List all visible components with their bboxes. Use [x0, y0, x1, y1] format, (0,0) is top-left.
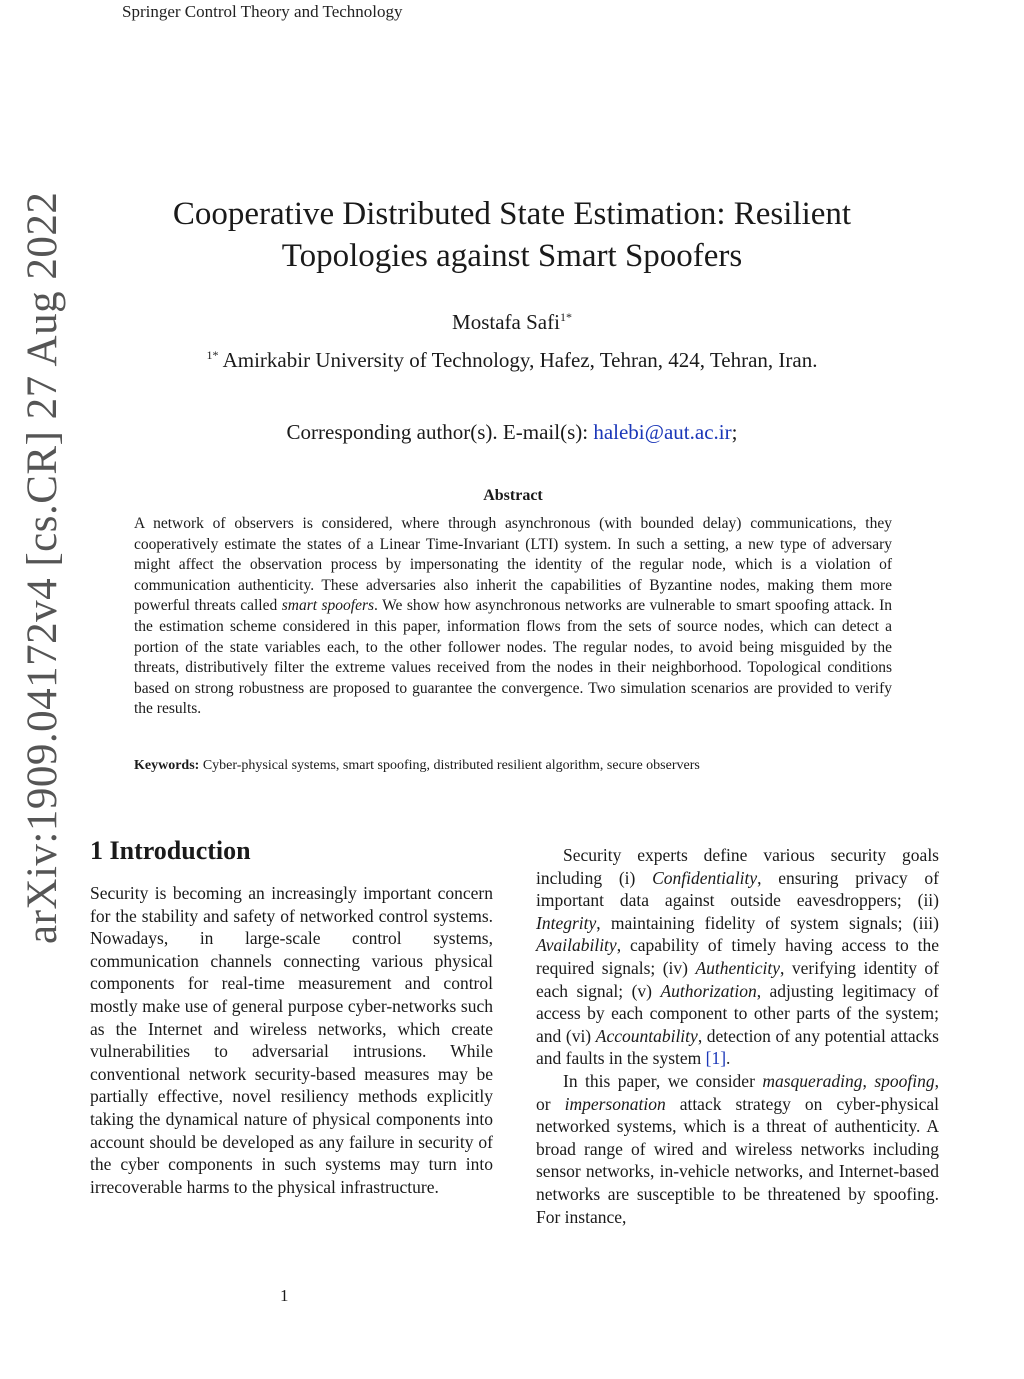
- intro-paragraph-3: [536, 1070, 939, 1228]
- keywords-label: Keywords:: [134, 758, 200, 773]
- text-run: Security experts define various security goals including (i): [536, 845, 939, 888]
- affiliation-line: [150, 348, 874, 373]
- intro-paragraph-1: Security is becoming an increasingly important concern for the stability and safety of networked control systems. Nowadays, in large-scale control systems, communication channels connecting various physical components for real-time measurement and control mostly make use of general purpose cyber-networks such as the Internet and wireless networks, which create vulnerabilities to adversarial intrusions. While conventional network security-based measures may be partially effective, novel resiliency methods explicitly taking the dynamical nature of physical components into account should be developed as any failure in security of the cyber components in such systems may turn into irrecoverable harms to the physical infrastructure.: [90, 883, 493, 1197]
- text-run: , detection of any potential attacks and faults in the system: [536, 1025, 939, 1069]
- text-run: attack strategy on cyber-physical networked systems, which is a threat of authenticity. A broad range of wired and wireless networks including sensor networks, in-vehicle networks, and Internet-based networks are susceptible to be threatened by spoofing. For instance,: [536, 1093, 939, 1227]
- author-superscript: 1*: [559, 310, 572, 324]
- corresponding-author: [150, 420, 874, 445]
- affiliation-text: Amirkabir University of Technology, Hafez, Tehran, 424, Tehran, Iran.: [222, 348, 818, 372]
- text-run: , ensuring privacy of important data against outside eavesdroppers; (ii): [536, 867, 939, 911]
- running-header: Springer Control Theory and Technology: [122, 2, 403, 21]
- term-impersonation: impersonation: [564, 1093, 666, 1114]
- page-number: 1: [280, 1286, 289, 1305]
- text-run: , or: [536, 1070, 939, 1114]
- abstract-text-1: A network of observers is considered, where through asynchronous (with bounded delay) communications, they cooperatively estimate the states of a Linear Time-Invariant (LTI) system. In such a setting, a new type of adversary might affect the observation process by impersonating the identity of the regular node, which is a violation of communication authenticity. These adversaries also inherit the capabilities of Byzantine nodes, making them more powerful threats called: [134, 515, 892, 615]
- text-run: , capability of timely having access to the required signals; (iv): [536, 935, 939, 978]
- term-spoofing: spoofing: [874, 1070, 935, 1091]
- email-suffix: ;: [731, 420, 738, 444]
- text-run: ,: [862, 1070, 875, 1091]
- intro-paragraph-2: [536, 844, 939, 1070]
- affiliation-superscript: 1*: [206, 348, 219, 362]
- email-link[interactable]: halebi@aut.ac.ir: [593, 420, 732, 444]
- term-availability: Availability: [536, 935, 617, 956]
- term-confidentiality: Confidentiality: [652, 867, 758, 888]
- text-run: , adjusting legitimacy of access by each component to other parts of the system; and (vi): [536, 980, 939, 1046]
- term-accountability: Accountability: [595, 1025, 698, 1046]
- abstract-heading: Abstract: [483, 487, 543, 504]
- text-run: .: [726, 1048, 731, 1069]
- paper-title: [150, 193, 874, 277]
- left-column: [90, 882, 493, 1198]
- abstract-text-2: . We show how asynchronous networks are vulnerable to smart spoofing attack. In the estimation scheme considered in this paper, information flows from the sets of source nodes, which can detect a portion of the state variables each, to the other follower nodes. The regular nodes, to avoid being misguided by the threats, distributively filter the extreme values received from the nodes in their neighborhood. Topological conditions based on strong robustness are proposed to guarantee the convergence. Two simulation scenarios are provided to verify the results.: [134, 597, 892, 718]
- arxiv-identifier: arXiv:1909.04172v4 [cs.CR] 27 Aug 2022: [19, 191, 66, 944]
- title-line-2: Topologies against Smart Spoofers: [281, 238, 743, 274]
- author-name: Mostafa Safi: [452, 310, 560, 334]
- text-run: , verifying identity of each signal; (v): [536, 957, 939, 1001]
- author-line: [150, 310, 874, 335]
- abstract-emphasis: smart spoofers: [281, 597, 375, 615]
- term-authenticity: Authenticity: [695, 957, 781, 978]
- title-line-1: Cooperative Distributed State Estimation: Resilient: [172, 196, 852, 232]
- term-integrity: Integrity: [536, 912, 597, 933]
- term-authorization: Authorization: [660, 980, 757, 1001]
- text-run: In this paper, we consider: [563, 1070, 763, 1091]
- term-masquerading: masquerading: [762, 1070, 863, 1091]
- right-column: [536, 844, 939, 1228]
- citation-link[interactable]: [1]: [705, 1048, 727, 1069]
- corresponding-label: Corresponding author(s). E-mail(s):: [286, 420, 589, 444]
- keywords-line: [134, 758, 892, 774]
- section-title: 1 Introduction: [90, 836, 251, 865]
- abstract-body: [134, 514, 892, 720]
- text-run: , maintaining fidelity of system signals; (iii): [596, 912, 939, 933]
- keywords-text: Cyber-physical systems, smart spoofing, distributed resilient algorithm, secure observers: [202, 758, 700, 773]
